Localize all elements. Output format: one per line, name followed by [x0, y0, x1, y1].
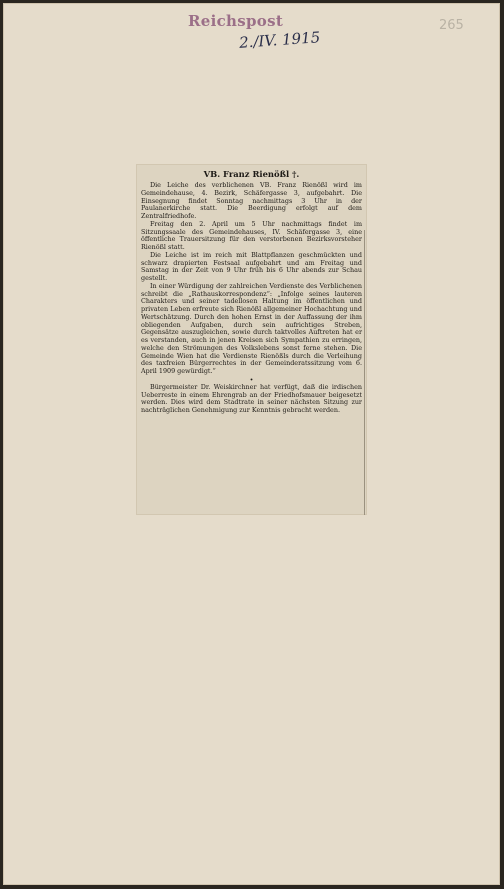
article-paragraph: Bürgermeister Dr. Weiskirchner hat verfügt, daß die irdischen Ueberreste in einem Ehrengrab an der Friedhofsmauer beigesetzt werden. Dies wird dem Stadtrate in seiner nächsten Sitzung zur nachträglichen Genehmigung zur Kenntnis gebracht werden.: [141, 382, 362, 414]
handwritten-date: 2./IV. 1915: [238, 28, 321, 52]
newspaper-name-stamp: Reichspost: [188, 12, 284, 30]
archive-number: 265: [439, 18, 464, 33]
article-paragraph: Freitag den 2. April um 5 Uhr nachmittags findet im Sitzungssaale des Gemeindehauses, IV. Schäfergasse 3, eine öffentliche Trauersitzung für den verstorbenen Bezirksvorsteher Rienößl statt.: [141, 219, 362, 251]
article-paragraph: Die Leiche ist im reich mit Blattpflanzen geschmückten und schwarz drapierten Festsaal aufgebahrt und am Freitag und Samstag in der Zeit von 9 Uhr früh bis 6 Uhr abends zur Schau gestellt.: [141, 250, 362, 282]
newspaper-clipping: [137, 165, 366, 514]
article-paragraph: In einer Würdigung der zahlreichen Verdienste des Verblichenen schreibt die „Rathauskorrespondenz“: „Infolge seines lauteren Charakters und seiner tadellosen Haltung im öffentlichen und privaten Leben erfreute sich Rienößl allgemeiner Hochachtung und Wertschätzung. Durch den hohen Ernst in der Auffassung der ihm obliegenden Aufgaben, durch sein aufrichtiges Streben, Gegensätze auszugleichen, sowie durch taktvolles Auftreten hat er es verstanden, auch in jenen Kreisen sich Sympathien zu erringen, welche den Strömungen des Volkslebens sonst ferne stehen. Die Gemeinde Wien hat die Verdienste Rienößls durch die Verleihung des taxfreien Bürgerrechtes in der Gemeinderatssitzung vom 6. April 1909 gewürdigt.“: [141, 281, 362, 375]
column-rule: [364, 230, 365, 515]
article-headline: VB. Franz Rienößl †.: [203, 169, 300, 179]
article-paragraph: Die Leiche des verblichenen VB. Franz Rienößl wird im Gemeindehause, 4. Bezirk, Schäfergasse 3, aufgebahrt. Die Einsegnung findet Sonntag nachmittags 3 Uhr in der Paulanerkirche statt. Die Beerdigung erfolgt auf dem Zentralfriedhofe.: [141, 181, 362, 220]
section-separator: •: [249, 375, 254, 384]
